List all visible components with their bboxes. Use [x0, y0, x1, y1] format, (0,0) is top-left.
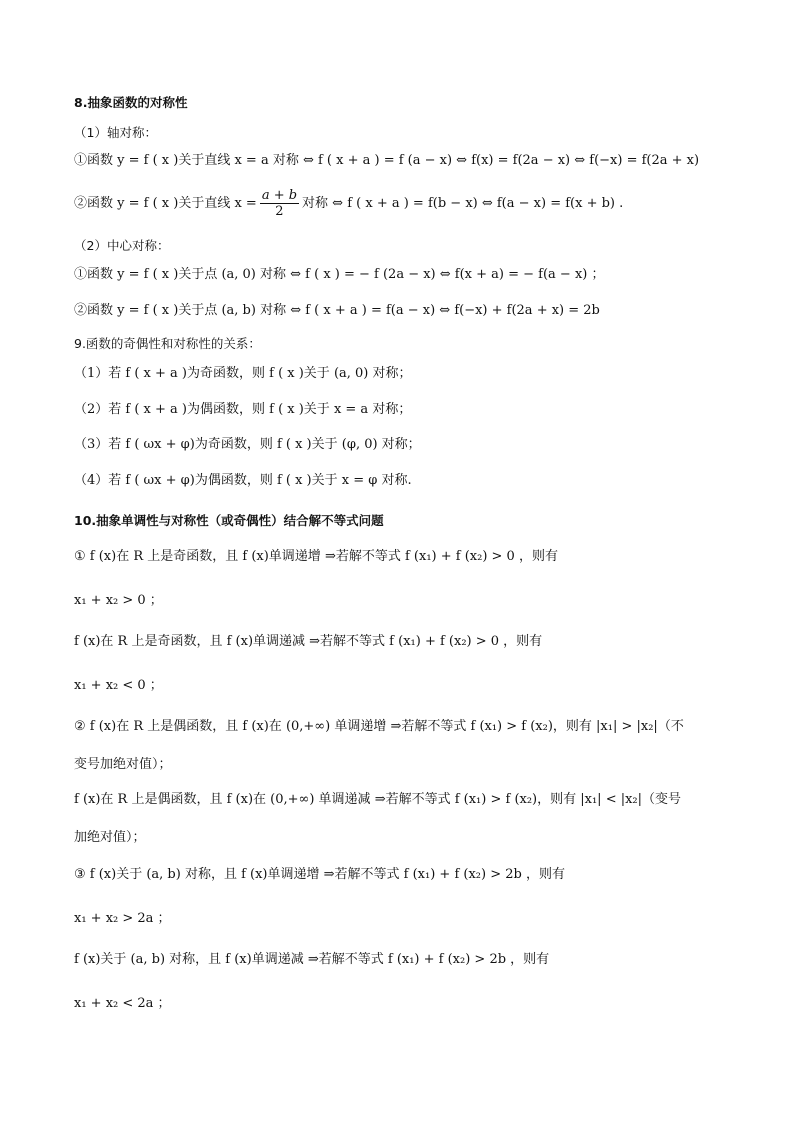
monotonic-line-10: x₁ + x₂ > 2a ； [74, 911, 171, 926]
monotonic-line-8: 加绝对值）； [74, 830, 146, 845]
monotonic-line-7: f (x)在 R 上是偶函数，且 f (x)在 (0,+∞) 单调递减 ⇒若解不等式 f (x₁) > f (x₂)，则有 |x₁| < |x₂|（变号 [74, 792, 682, 807]
monotonic-line-5: ② f (x)在 R 上是偶函数，且 f (x)在 (0,+∞) 单调递增 ⇒若解不等式 f (x₁) > f (x₂)，则有 |x₁| > |x₂|（不 [74, 719, 684, 734]
monotonic-line-4: x₁ + x₂ < 0 ； [74, 678, 163, 693]
axis-symmetry-item-1: ①函数 y = f ( x )关于直线 x = a 对称 ⇔ f ( x + a ) = f (a − x) ⇔ f(x) = f(2a − x) ⇔ f(−x) = f(2a + x) [74, 153, 700, 168]
monotonic-line-6: 变号加绝对值）； [74, 757, 172, 772]
axis-item2-post: 对称 ⇔ f ( x + a ) = f(b − x) ⇔ f(a − x) = f(x + b) . [302, 196, 624, 211]
center-symmetry-item-1: ①函数 y = f ( x )关于点 (a, 0) 对称 ⇔ f ( x ) = − f (2a − x) ⇔ f(x + a) = − f(a − x) ； [74, 267, 605, 282]
section-9-title: 9.函数的奇偶性和对称性的关系： [74, 336, 261, 351]
fraction-denominator: 2 [275, 204, 284, 219]
fraction [260, 188, 299, 219]
parity-item-4: （4）若 f ( ωx + φ)为偶函数，则 f ( x )关于 x = φ 对称. [74, 473, 412, 488]
axis-item2-pre: ②函数 y = f ( x )关于直线 x = [74, 196, 257, 211]
fraction-numerator: a + b [261, 188, 298, 203]
axis-symmetry-item-2 [74, 188, 623, 219]
monotonic-line-1: ① f (x)在 R 上是奇函数，且 f (x)单调递增 ⇒若解不等式 f (x₁) + f (x₂) > 0 ，则有 [74, 549, 558, 564]
section-8-title: 8.抽象函数的对称性 [74, 95, 188, 110]
center-symmetry-item-2: ②函数 y = f ( x )关于点 (a, b) 对称 ⇔ f ( x + a ) = f(a − x) ⇔ f(−x) + f(2a + x) = 2b [74, 303, 600, 318]
parity-item-3: （3）若 f ( ωx + φ)为奇函数，则 f ( x )关于 (φ, 0) 对称； [74, 437, 421, 452]
center-symmetry-heading: （2）中心对称： [74, 238, 170, 253]
monotonic-line-12: x₁ + x₂ < 2a ； [74, 996, 171, 1011]
parity-item-1: （1）若 f ( x + a )为奇函数，则 f ( x )关于 (a, 0) 对称； [74, 366, 412, 381]
monotonic-line-3: f (x)在 R 上是奇函数，且 f (x)单调递减 ⇒若解不等式 f (x₁) + f (x₂) > 0 ，则有 [74, 634, 543, 649]
section-10-title: 10.抽象单调性与对称性（或奇偶性）结合解不等式问题 [74, 513, 384, 528]
monotonic-line-2: x₁ + x₂ > 0 ； [74, 593, 163, 608]
monotonic-line-9: ③ f (x)关于 (a, b) 对称，且 f (x)单调递增 ⇒若解不等式 f (x₁) + f (x₂) > 2b ，则有 [74, 867, 565, 882]
monotonic-line-11: f (x)关于 (a, b) 对称，且 f (x)单调递减 ⇒若解不等式 f (x₁) + f (x₂) > 2b ，则有 [74, 952, 550, 967]
parity-item-2: （2）若 f ( x + a )为偶函数，则 f ( x )关于 x = a 对称； [74, 402, 412, 417]
axis-symmetry-heading: （1）轴对称： [74, 125, 157, 140]
